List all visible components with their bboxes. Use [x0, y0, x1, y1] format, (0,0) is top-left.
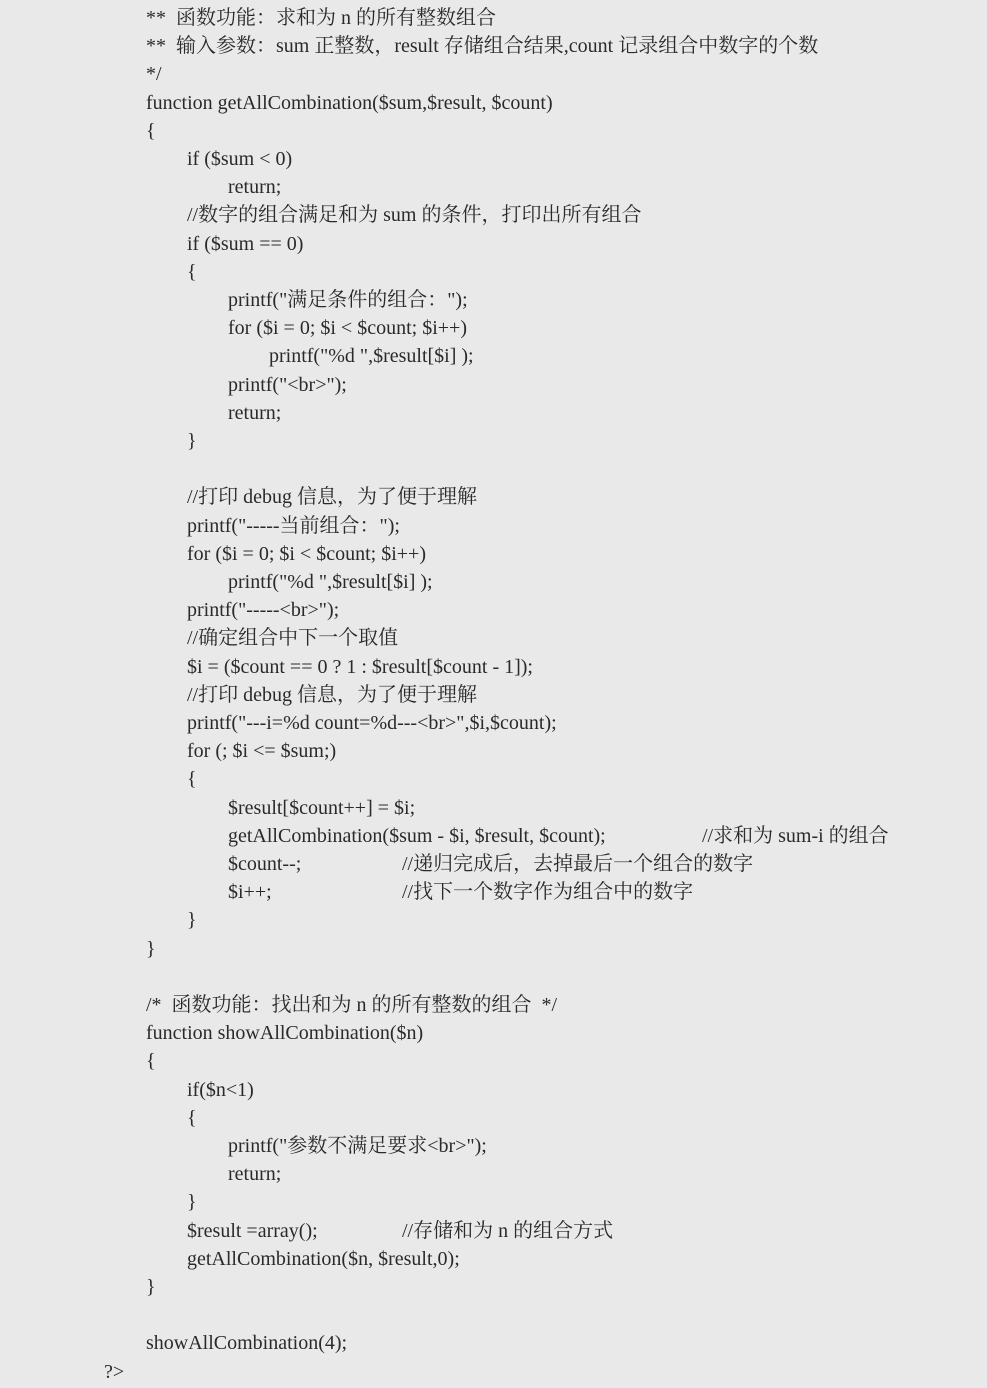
code-line [0, 878, 987, 906]
code-line [0, 32, 987, 60]
code-line [0, 624, 987, 652]
code-line [0, 4, 987, 32]
code-text: ** 输入参数：sum 正整数，result 存储组合结果,count 记录组合中数字的个数 [146, 35, 819, 58]
code-text: } [146, 937, 156, 960]
code-line [0, 483, 987, 511]
code-text: //数字的组合满足和为 sum 的条件，打印出所有组合 [187, 204, 642, 227]
code-line [0, 427, 987, 455]
code-text: printf("满足条件的组合："); [228, 289, 468, 311]
code-line [0, 173, 987, 201]
code-line [0, 371, 987, 399]
code-line [0, 681, 987, 709]
code-text: return; [228, 1163, 282, 1186]
code-comment: //存储和为 n 的组合方式 [402, 1219, 614, 1242]
code-text: } [146, 1276, 156, 1298]
code-line [0, 1329, 987, 1357]
code-line [0, 568, 987, 596]
code-text: printf("%d ",$result[$i] ); [228, 571, 433, 593]
code-text: //打印 debug 信息，为了便于理解 [187, 486, 477, 509]
code-text: } [187, 1191, 197, 1214]
code-text: if($n<1) [187, 1078, 254, 1101]
code-text: { [146, 1050, 156, 1073]
code-text: */ [146, 63, 162, 86]
code-line [0, 1358, 987, 1386]
code-line [0, 286, 987, 314]
code-line [0, 906, 987, 934]
code-text: printf("---i=%d count=%d---<br>",$i,$count); [187, 712, 557, 734]
code-text: if ($sum == 0) [187, 232, 304, 255]
code-line [0, 1245, 987, 1273]
code-line [0, 963, 987, 991]
code-line [0, 1301, 987, 1329]
code-line [0, 794, 987, 822]
code-line [0, 399, 987, 427]
code-line [0, 653, 987, 681]
code-line [0, 1019, 987, 1047]
code-line [0, 822, 987, 850]
code-line [0, 1217, 987, 1245]
code-line [0, 201, 987, 229]
code-text: $count--; [228, 853, 302, 875]
code-text: $i++; [228, 881, 272, 904]
code-line [0, 1273, 987, 1301]
code-text: for (; $i <= $sum;) [187, 740, 337, 763]
code-line [0, 737, 987, 765]
code-text: printf("参数不满足要求<br>"); [228, 1135, 487, 1157]
code-line [0, 709, 987, 737]
code-text: ** 函数功能：求和为 n 的所有整数组合 [146, 7, 496, 29]
code-line [0, 1104, 987, 1132]
code-line [0, 455, 987, 483]
code-line [0, 1076, 987, 1104]
code-line [0, 850, 987, 878]
code-text: { [187, 260, 197, 283]
code-text: printf("%d ",$result[$i] ); [269, 345, 474, 368]
code-text: function getAllCombination($sum,$result, $count) [146, 91, 553, 114]
code-text: for ($i = 0; $i < $count; $i++) [187, 542, 426, 565]
code-text: printf("-----当前组合："); [187, 514, 400, 537]
code-line [0, 230, 987, 258]
code-text: return; [228, 176, 282, 199]
code-line [0, 1188, 987, 1216]
code-text: return; [228, 401, 282, 424]
code-text: { [146, 119, 156, 142]
code-comment: //找下一个数字作为组合中的数字 [402, 881, 694, 904]
code-line [0, 1047, 987, 1075]
code-line [0, 258, 987, 286]
code-line [0, 991, 987, 1019]
code-line [0, 765, 987, 793]
code-text: function showAllCombination($n) [146, 1022, 424, 1045]
code-text: for ($i = 0; $i < $count; $i++) [228, 317, 467, 340]
code-line [0, 1160, 987, 1188]
code-line [0, 60, 987, 88]
code-comment: //递归完成后，去掉最后一个组合的数字 [402, 853, 754, 875]
code-text: { [187, 768, 197, 791]
code-text: getAllCombination($n, $result,0); [187, 1247, 460, 1270]
code-text: getAllCombination($sum - $i, $result, $count); [228, 824, 606, 847]
code-text: { [187, 1106, 197, 1129]
code-text: $result[$count++] = $i; [228, 796, 416, 819]
code-line [0, 342, 987, 370]
code-line [0, 314, 987, 342]
code-text: printf("<br>"); [228, 373, 347, 396]
code-text: //确定组合中下一个取值 [187, 627, 399, 650]
code-text: /* 函数功能：找出和为 n 的所有整数的组合 */ [146, 994, 558, 1016]
code-line [0, 89, 987, 117]
code-text: } [187, 909, 197, 932]
code-text: if ($sum < 0) [187, 148, 293, 170]
code-text: $result =array(); [187, 1219, 318, 1242]
code-line [0, 145, 987, 173]
code-text: $i = ($count == 0 ? 1 : $result[$count - 1]); [187, 655, 533, 678]
code-text: printf("-----<br>"); [187, 599, 340, 622]
code-comment: //求和为 sum-i 的组合 [702, 824, 889, 847]
code-text: //打印 debug 信息，为了便于理解 [187, 683, 477, 706]
code-line [0, 596, 987, 624]
code-line [0, 117, 987, 145]
code-text: ?> [104, 1360, 125, 1383]
code-text: } [187, 430, 197, 452]
code-text: showAllCombination(4); [146, 1332, 348, 1355]
code-line [0, 512, 987, 540]
code-line [0, 540, 987, 568]
code-line [0, 1132, 987, 1160]
code-line [0, 935, 987, 963]
